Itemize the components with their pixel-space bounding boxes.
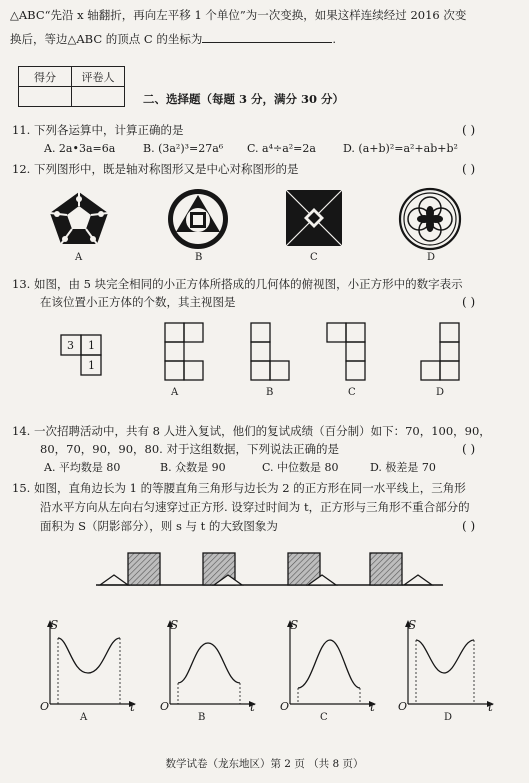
q13-label-b: B bbox=[266, 387, 274, 398]
q14-option-d: D. 极差是 70 bbox=[370, 461, 436, 474]
q15-b-origin: O bbox=[160, 700, 170, 713]
q15-label-d: D bbox=[444, 712, 453, 723]
q12-label-c: C bbox=[310, 252, 318, 263]
q14-stem-2: 80，70，90，90，80. 对于这组数据，下列说法正确的是 bbox=[40, 442, 339, 456]
score-cell[interactable] bbox=[19, 87, 72, 107]
q13-view-b bbox=[250, 322, 290, 382]
q12-figure-c bbox=[284, 188, 346, 250]
q12-label-d: D bbox=[427, 252, 436, 263]
q15-d-origin: O bbox=[398, 700, 408, 713]
q12-figure-d bbox=[397, 186, 463, 252]
q12-figure-b bbox=[165, 186, 231, 252]
q11-option-b: B. (3a²)³=27a⁶ bbox=[143, 142, 224, 155]
q12-stem: 12. 下列图形中，既是轴对称图形又是中心对称图形的是 bbox=[12, 162, 299, 176]
q15-stem-1: 15. 如图，直角边长为 1 的等腰直角三角形与边长为 2 的正方形在同一水平线上，三角形 bbox=[12, 481, 466, 495]
q15-d-axis-t: t bbox=[488, 700, 493, 714]
q13-view-d bbox=[420, 322, 460, 382]
q11-answer-paren[interactable]: ( ) bbox=[462, 123, 476, 137]
q13-label-d: D bbox=[436, 387, 445, 398]
q14-option-c: C. 中位数是 80 bbox=[262, 461, 339, 474]
q13-view-c bbox=[326, 322, 366, 382]
q15-b-axis-t: t bbox=[250, 700, 255, 714]
q15-label-a: A bbox=[80, 712, 88, 723]
q13-answer-paren[interactable]: ( ) bbox=[462, 295, 476, 309]
q15-label-c: C bbox=[320, 712, 328, 723]
q11-stem: 11. 下列各运算中，计算正确的是 bbox=[12, 123, 184, 137]
q13-label-c: C bbox=[348, 387, 356, 398]
q11-option-d: D. (a+b)²=a²+ab+b² bbox=[343, 142, 458, 155]
q15-b-axis-s: S bbox=[170, 618, 179, 632]
q12-label-b: B bbox=[195, 252, 203, 263]
q15-d-axis-s: S bbox=[408, 618, 417, 632]
q15-motion-diagram bbox=[88, 548, 448, 590]
q12-label-a: A bbox=[75, 252, 83, 263]
q15-a-origin: O bbox=[40, 700, 50, 713]
q15-a-axis-s: S bbox=[50, 618, 59, 632]
intro-line-2: 换后，等边△ABC 的顶点 C 的坐标为 . bbox=[10, 32, 337, 46]
grader-cell[interactable] bbox=[72, 87, 125, 107]
q14-option-b: B. 众数是 90 bbox=[160, 461, 226, 474]
q14-stem-1: 14. 一次招聘活动中，共有 8 人进入复试，他们的复试成绩（百分制）如下：70，100，90， bbox=[12, 424, 491, 438]
q13-label-a: A bbox=[171, 387, 179, 398]
q13-view-a bbox=[164, 322, 204, 382]
q14-answer-paren[interactable]: ( ) bbox=[462, 442, 476, 456]
q12-answer-paren[interactable]: ( ) bbox=[462, 162, 476, 176]
section-title: 二、选择题（每题 3 分，满分 30 分） bbox=[143, 92, 345, 106]
q15-label-b: B bbox=[198, 712, 206, 723]
q11-option-c: C. a⁴÷a²=2a bbox=[247, 142, 316, 155]
q14-option-a: A. 平均数是 80 bbox=[44, 461, 121, 474]
q13-count-right: 1 bbox=[88, 339, 95, 352]
q13-count-left: 3 bbox=[67, 339, 74, 352]
intro-line-1: △ABC“先沿 x 轴翻折，再向左平移 1 个单位”为一次变换，如果这样连续经过 2016 次变 bbox=[10, 8, 467, 22]
q15-c-axis-s: S bbox=[290, 618, 299, 632]
intro-line-2-text: 换后，等边△ABC 的顶点 C 的坐标为 bbox=[10, 32, 203, 46]
q13-stem-1: 13. 如图，由 5 块完全相同的小正方体所搭成的几何体的俯视图，小正方形中的数字表示 bbox=[12, 277, 463, 291]
score-table bbox=[18, 66, 125, 107]
q12-figure-a bbox=[44, 188, 114, 248]
q11-option-a: A. 2a•3a=6a bbox=[44, 142, 116, 155]
q15-a-axis-t: t bbox=[130, 700, 135, 714]
score-header: 得分 bbox=[19, 67, 72, 87]
q13-stem-2: 在该位置小正方体的个数，其主视图是 bbox=[40, 295, 236, 309]
q15-stem-3: 面积为 S（阴影部分），则 s 与 t 的大致图象为 bbox=[40, 519, 278, 533]
grader-header: 评卷人 bbox=[72, 67, 125, 87]
page-footer: 数学试卷（龙东地区）第 2 页 （共 8 页） bbox=[165, 758, 364, 770]
q15-c-axis-t: t bbox=[370, 700, 375, 714]
q13-count-bottom: 1 bbox=[88, 359, 95, 372]
q15-stem-2: 沿水平方向从左向右匀速穿过正方形. 设穿过时间为 t，正方形与三角形不重合部分的 bbox=[40, 500, 470, 514]
q15-answer-paren[interactable]: ( ) bbox=[462, 519, 476, 533]
answer-blank[interactable] bbox=[202, 31, 332, 43]
q15-c-origin: O bbox=[280, 700, 290, 713]
